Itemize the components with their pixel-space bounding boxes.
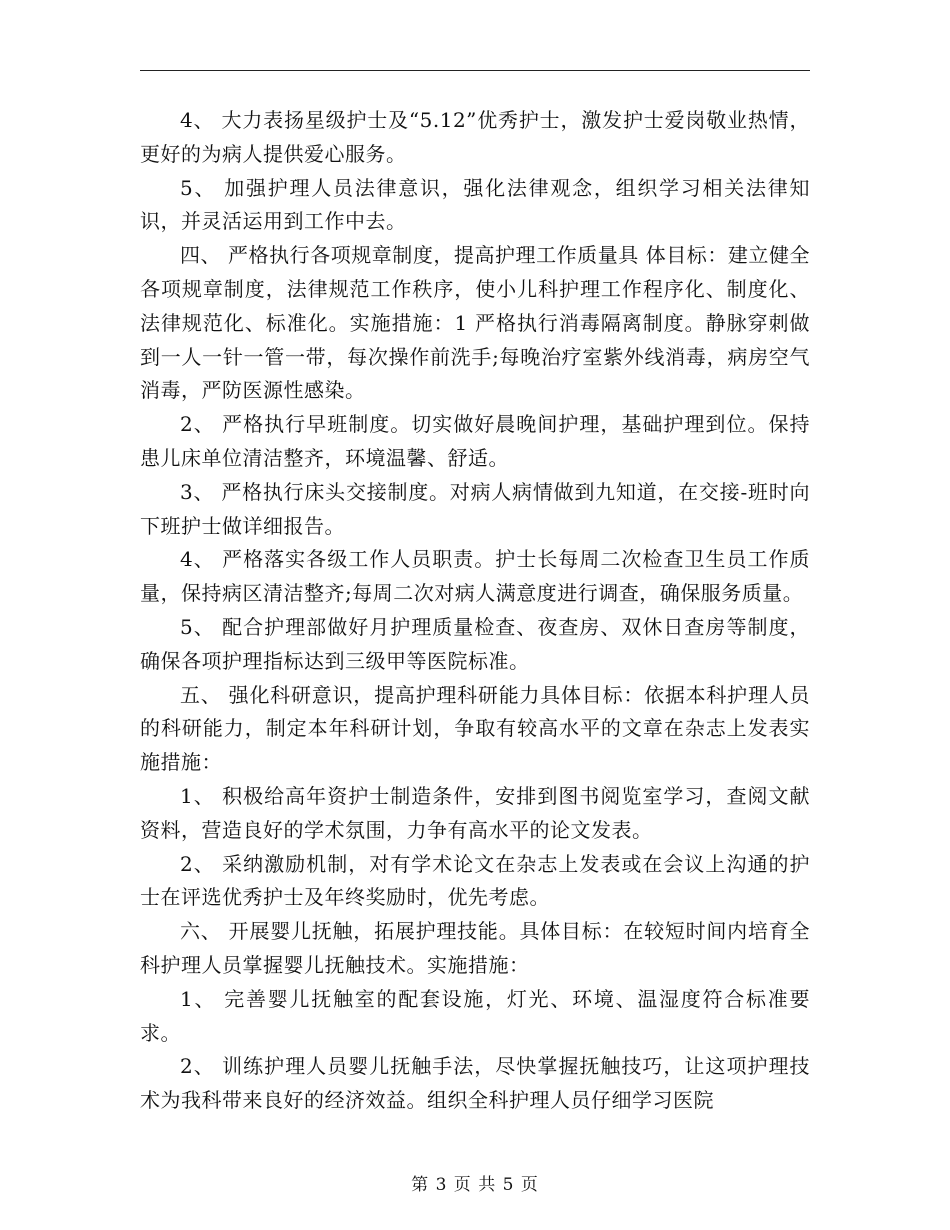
page-footer: 第 3 页 共 5 页 bbox=[411, 1175, 539, 1195]
header-rule bbox=[140, 70, 810, 71]
paragraph: 四、 严格执行各项规章制度，提高护理工作质量具 体目标：建立健全各项规章制度，法律规范工作秩序，使小儿科护理工作程序化、制度化、法律规范化、标准化。实施措施：1 严格执行消毒隔离制度。静脉穿刺做到一人一针一管一带，每次操作前洗手;每晚治疗室紫外线消毒，病房空气消毒，严防医源性感染。 bbox=[140, 243, 810, 403]
paragraph: 2、 训练护理人员婴儿抚触手法，尽快掌握抚触技巧，让这项护理技术为我科带来良好的经济效益。组织全科护理人员仔细学习医院 bbox=[140, 1054, 810, 1113]
document-body bbox=[140, 104, 810, 1118]
paragraph: 2、 采纳激励机制，对有学术论文在杂志上发表或在会议上沟通的护士在评选优秀护士及年终奖励时，优先考虑。 bbox=[140, 851, 810, 910]
paragraph: 5、 加强护理人员法律意识，强化法律观念，组织学习相关法律知识，并灵活运用到工作中去。 bbox=[140, 175, 810, 234]
paragraph: 1、 积极给高年资护士制造条件，安排到图书阅览室学习，查阅文献资料，营造良好的学术氛围，力争有高水平的论文发表。 bbox=[140, 783, 810, 842]
paragraph: 5、 配合护理部做好月护理质量检查、夜查房、双休日查房等制度，确保各项护理指标达到三级甲等医院标准。 bbox=[140, 614, 810, 673]
paragraph: 1、 完善婴儿抚触室的配套设施，灯光、环境、温湿度符合标准要求。 bbox=[140, 986, 810, 1045]
paragraph: 五、 强化科研意识，提高护理科研能力具体目标：依据本科护理人员的科研能力，制定本年科研计划，争取有较高水平的文章在杂志上发表实施措施： bbox=[140, 682, 810, 775]
paragraph: 4、 大力表扬星级护士及“5.12”优秀护士，激发护士爱岗敬业热情，更好的为病人提供爱心服务。 bbox=[140, 108, 810, 166]
paragraph: 4、 严格落实各级工作人员职责。护士长每周二次检查卫生员工作质量，保持病区清洁整齐;每周二次对病人满意度进行调查，确保服务质量。 bbox=[140, 547, 810, 606]
paragraph: 六、 开展婴儿抚触，拓展护理技能。具体目标：在较短时间内培育全科护理人员掌握婴儿抚触技术。实施措施： bbox=[140, 919, 810, 977]
paragraph: 2、 严格执行早班制度。切实做好晨晚间护理，基础护理到位。保持患儿床单位清洁整齐，环境温馨、舒适。 bbox=[140, 412, 810, 470]
paragraph: 3、 严格执行床头交接制度。对病人病情做到九知道，在交接-班时向下班护士做详细报告。 bbox=[140, 479, 810, 538]
